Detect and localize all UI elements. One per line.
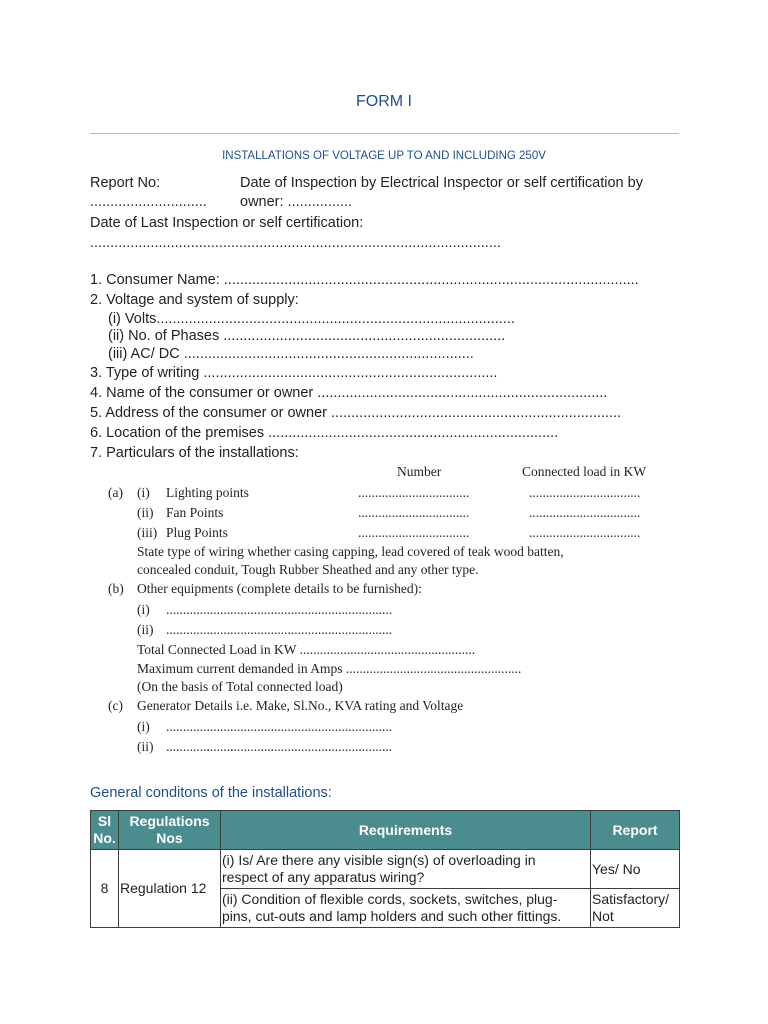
- lighting-points-load-field: .................................: [529, 485, 641, 500]
- fan-points-roman: (ii): [137, 505, 154, 520]
- load-basis-note: (On the basis of Total connected load): [137, 679, 343, 694]
- other-equipment-2-roman: (ii): [137, 622, 154, 637]
- sl-no-cell: 8: [91, 850, 119, 928]
- generator-details-text: Generator Details i.e. Make, Sl.No., KVA rating and Voltage: [137, 698, 464, 713]
- report-column-header: Report: [591, 811, 680, 850]
- voltage-system-item: 2. Voltage and system of supply:: [90, 292, 299, 308]
- regulations-column-header: [119, 811, 221, 850]
- sl-no-column-header: [91, 811, 119, 850]
- section-a-label: (a): [108, 485, 123, 500]
- report-text-line1: Yes/ No: [592, 860, 641, 877]
- form-title: FORM I: [356, 93, 412, 110]
- particulars-item: 7. Particulars of the installations:: [90, 445, 299, 461]
- requirement-text-line2: respect of any apparatus wiring?: [222, 869, 425, 885]
- location-item: 6. Location of the premises ........................................................................: [90, 425, 559, 441]
- section-c-label: (c): [108, 698, 123, 713]
- fan-points-label: Fan Points: [166, 505, 224, 520]
- requirement-cell: [221, 889, 591, 928]
- generator-1-field: ...................................................................: [166, 719, 393, 734]
- type-writing-item: 3. Type of writing .........................................................................: [90, 365, 498, 381]
- report-cell: [591, 850, 680, 889]
- title-divider: [90, 133, 679, 134]
- fan-points-number-field: .................................: [358, 505, 470, 520]
- other-equipment-1-field: ...................................................................: [166, 602, 393, 617]
- form-subtitle: INSTALLATIONS OF VOLTAGE UP TO AND INCLUDING 250V: [222, 150, 546, 162]
- report-no-label: Report No:: [90, 175, 161, 191]
- consumer-owner-name-item: 4. Name of the consumer or owner ........................................................................: [90, 385, 608, 401]
- requirement-cell: [221, 850, 591, 889]
- wiring-type-text-line2: concealed conduit, Tough Rubber Sheathed and any other type.: [137, 562, 479, 577]
- report-no-field: .............................: [90, 194, 207, 210]
- max-current-field: Maximum current demanded in Amps ....................................................: [137, 661, 522, 676]
- number-column-heading: Number: [397, 464, 442, 479]
- acdc-subitem: (iii) AC/ DC ........................................................................: [108, 346, 474, 362]
- fan-points-load-field: .................................: [529, 505, 641, 520]
- plug-points-label: Plug Points: [166, 525, 228, 540]
- regulations-header-line2: Nos: [156, 830, 183, 846]
- requirement-text-line2: pins, cut-outs and lamp holders and such other fittings.: [222, 908, 562, 924]
- report-cell: [591, 889, 680, 928]
- regulations-header-line1: Regulations: [129, 813, 210, 829]
- regulation-cell: Regulation 12: [119, 850, 221, 928]
- generator-1-roman: (i): [137, 719, 150, 734]
- inspection-date-label: Date of Inspection by Electrical Inspector or self certification by: [240, 175, 643, 191]
- requirement-text-line1: (ii) Condition of flexible cords, sockets, switches, plug-: [222, 891, 558, 907]
- general-conditions-table: [90, 810, 680, 928]
- table-row: [91, 850, 680, 889]
- sl-header-line1: Sl: [97, 813, 112, 829]
- last-inspection-field: ......................................................................................................: [90, 235, 501, 251]
- wiring-type-text-line1: State type of wiring whether casing capping, lead covered of teak wood batten,: [137, 544, 564, 559]
- requirement-text-line1: (i) Is/ Are there any visible sign(s) of overloading in: [222, 852, 536, 868]
- volts-subitem: (i) Volts.........................................................................................: [108, 311, 515, 327]
- section-b-label: (b): [108, 581, 124, 596]
- plug-points-roman: (iii): [137, 525, 158, 540]
- lighting-points-label: Lighting points: [166, 485, 249, 500]
- table-header-row: [91, 811, 680, 850]
- total-connected-load-field: Total Connected Load in KW ....................................................: [137, 642, 476, 657]
- lighting-points-number-field: .................................: [358, 485, 470, 500]
- other-equipment-1-roman: (i): [137, 602, 150, 617]
- plug-points-number-field: .................................: [358, 525, 470, 540]
- other-equipment-2-field: ...................................................................: [166, 622, 393, 637]
- inspection-owner-field: owner: ................: [240, 194, 353, 210]
- report-text-line1: Satisfactory/: [592, 891, 670, 907]
- lighting-points-roman: (i): [137, 485, 150, 500]
- other-equipments-text: Other equipments (complete details to be furnished):: [137, 581, 422, 596]
- generator-2-roman: (ii): [137, 739, 154, 754]
- consumer-name-item: 1. Consumer Name: .......................................................................................................: [90, 272, 639, 288]
- connected-load-column-heading: Connected load in KW: [522, 464, 647, 479]
- general-conditions-heading: General conditons of the installations:: [90, 785, 332, 801]
- report-text-line2: Not: [592, 908, 614, 924]
- consumer-owner-address-item: 5. Address of the consumer or owner ........................................................................: [90, 405, 622, 421]
- last-inspection-label: Date of Last Inspection or self certification:: [90, 215, 364, 231]
- generator-2-field: ...................................................................: [166, 739, 393, 754]
- plug-points-load-field: .................................: [529, 525, 641, 540]
- sl-header-line2: No.: [93, 830, 116, 846]
- phases-subitem: (ii) No. of Phases ......................................................................: [108, 328, 506, 344]
- requirements-column-header: Requirements: [221, 811, 591, 850]
